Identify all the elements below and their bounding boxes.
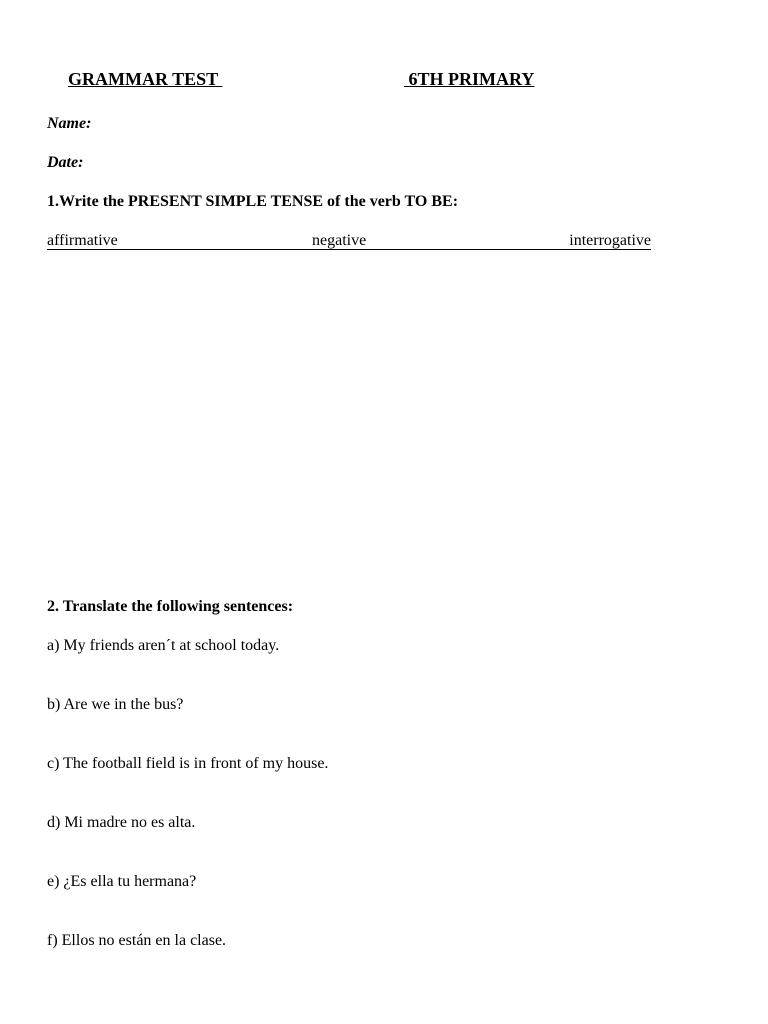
column-interrogative: interrogative <box>569 232 651 249</box>
sentence-c: c) The football field is in front of my house. <box>47 755 329 772</box>
grade-title: 6TH PRIMARY <box>404 69 535 89</box>
sentence-d: d) Mi madre no es alta. <box>47 814 196 831</box>
sentence-b: b) Are we in the bus? <box>47 696 184 713</box>
question-1-heading: 1.Write the PRESENT SIMPLE TENSE of the verb TO BE: <box>47 193 459 210</box>
column-affirmative: affirmative <box>47 232 118 249</box>
sentence-a: a) My friends aren´t at school today. <box>47 637 280 654</box>
verb-columns-row <box>47 232 651 252</box>
name-label: Name: <box>47 115 92 132</box>
sentence-f: f) Ellos no están en la clase. <box>47 932 227 949</box>
sentence-e: e) ¿Es ella tu hermana? <box>47 873 197 890</box>
date-label: Date: <box>47 154 84 171</box>
test-title: GRAMMAR TEST <box>68 69 223 89</box>
question-2-heading: 2. Translate the following sentences: <box>47 598 294 615</box>
column-negative: negative <box>312 232 367 249</box>
